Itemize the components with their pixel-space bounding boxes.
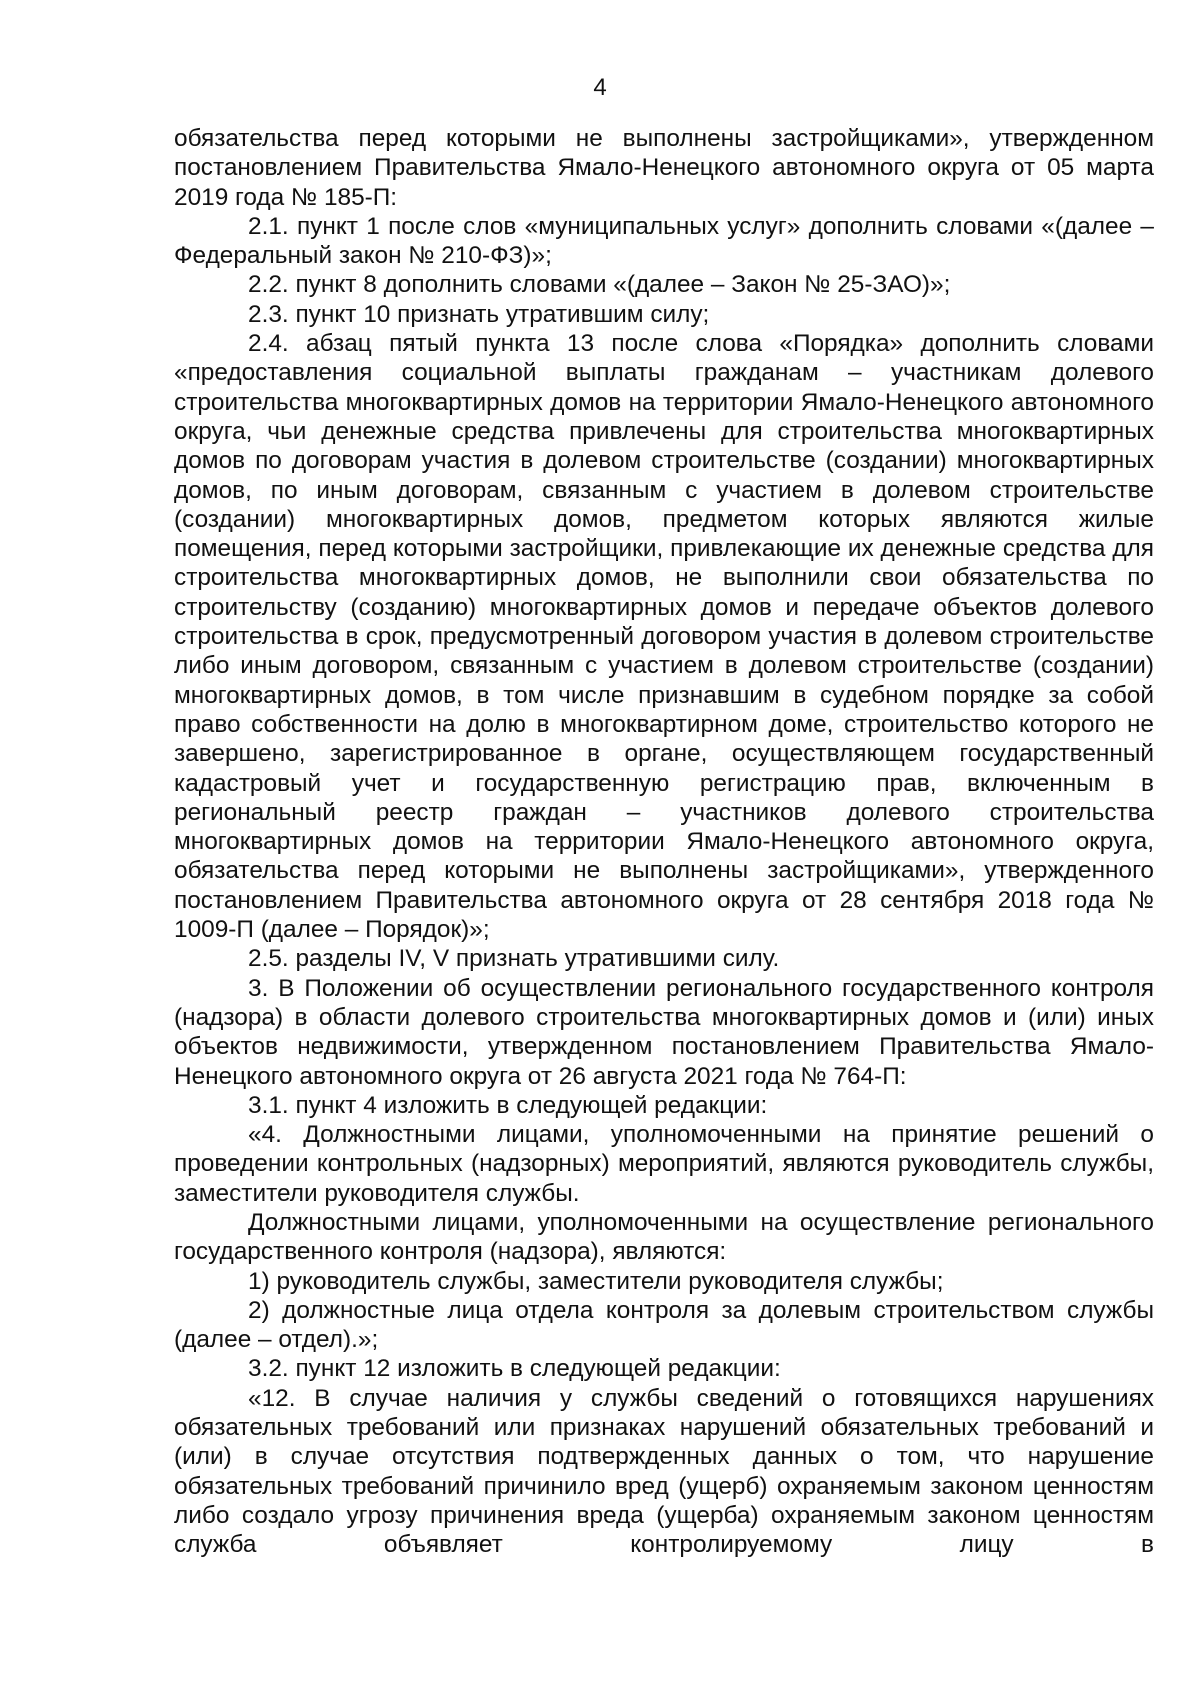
paragraph-officials: Должностными лицами, уполномоченными на осуществление регионального государственного контроля (надзора), являются: [174, 1208, 1154, 1266]
paragraph-3: 3. В Положении об осуществлении регионального государственного контроля (надзора) в области долевого строительства многоквартирных домов и (или) иных объектов недвижимости, утвержденном постановлением Правительства Ямало-Ненецкого автономного округа от 26 августа 2021 года № 764-П: [174, 974, 1154, 1090]
list-item-1: 1) руководитель службы, заместители руководителя службы; [248, 1267, 944, 1295]
paragraph-2-3: 2.3. пункт 10 признать утратившим силу; [248, 300, 710, 328]
paragraph-2-5: 2.5. разделы IV, V признать утратившими силу. [248, 945, 780, 973]
page-number: 4 [593, 74, 607, 101]
paragraph-quote-12: «12. В случае наличия у службы сведений о готовящихся нарушениях обязательных требований или признаках нарушений обязательных требований и (или) в случае отсутствия подтвержденных данных о том, что нарушение обязательных требований причинило вред (ущерб) охраняемым законом ценностям либо создало угрозу причинения вреда (ущерба) охраняемым законом ценностям служба объявляет контролируемому лицу в [174, 1384, 1154, 1559]
document-body [174, 124, 1154, 1560]
paragraph-2-4: 2.4. абзац пятый пункта 13 после слова «Порядка» дополнить словами «предоставления социальной выплаты гражданам – участникам долевого строительства многоквартирных домов на территории Ямало-Ненецкого автономного округа, чьи денежные средства привлечены для строительства многоквартирных домов по договорам участия в долевом строительстве (создании) многоквартирных домов, по иным договорам, связанным с участием в долевом строительстве (создании) многоквартирных домов, предметом которых являются жилые помещения, перед которыми застройщики, привлекающие их денежные средства для строительства многоквартирных домов, не выполнили свои обязательства по строительству (созданию) многоквартирных домов и передаче объектов долевого строительства в срок, предусмотренный договором участия в долевом строительстве либо иным договором, связанным с участием в долевом строительстве (создании) многоквартирных домов, в том числе признавшим в судебном порядке за собой право собственности на долю в многоквартирном доме, строительство которого не завершено, зарегистрированное в органе, осуществляющем государственный кадастровый учет и государственную регистрацию прав, включенным в региональный реестр граждан – участников долевого строительства многоквартирных домов на территории Ямало-Ненецкого автономного округа, обязательства перед которыми не выполнены застройщиками», утвержденного постановлением Правительства автономного округа от 28 сентября 2018 года № 1009-П (далее – Порядок)»; [174, 330, 1154, 944]
paragraph-3-2: 3.2. пункт 12 изложить в следующей редакции: [248, 1355, 781, 1383]
list-item-2: 2) должностные лица отдела контроля за долевым строительством службы (далее – отдел).»; [174, 1296, 1154, 1354]
paragraph-2-2: 2.2. пункт 8 дополнить словами «(далее – Закон № 25-ЗАО)»; [248, 271, 951, 299]
paragraph-2-1: 2.1. пункт 1 после слов «муниципальных услуг» дополнить словами «(далее – Федеральный закон № 210-ФЗ)»; [174, 212, 1154, 270]
paragraph-intro-continuation: обязательства перед которыми не выполнены застройщиками», утвержденном постановлением Правительства Ямало-Ненецкого автономного округа от 05 марта 2019 года № 185-П: [174, 125, 1154, 211]
paragraph-3-1: 3.1. пункт 4 изложить в следующей редакции: [248, 1091, 768, 1119]
paragraph-quote-4: «4. Должностными лицами, уполномоченными на принятие решений о проведении контрольных (надзорных) мероприятий, являются руководитель службы, заместители руководителя службы. [174, 1121, 1154, 1207]
